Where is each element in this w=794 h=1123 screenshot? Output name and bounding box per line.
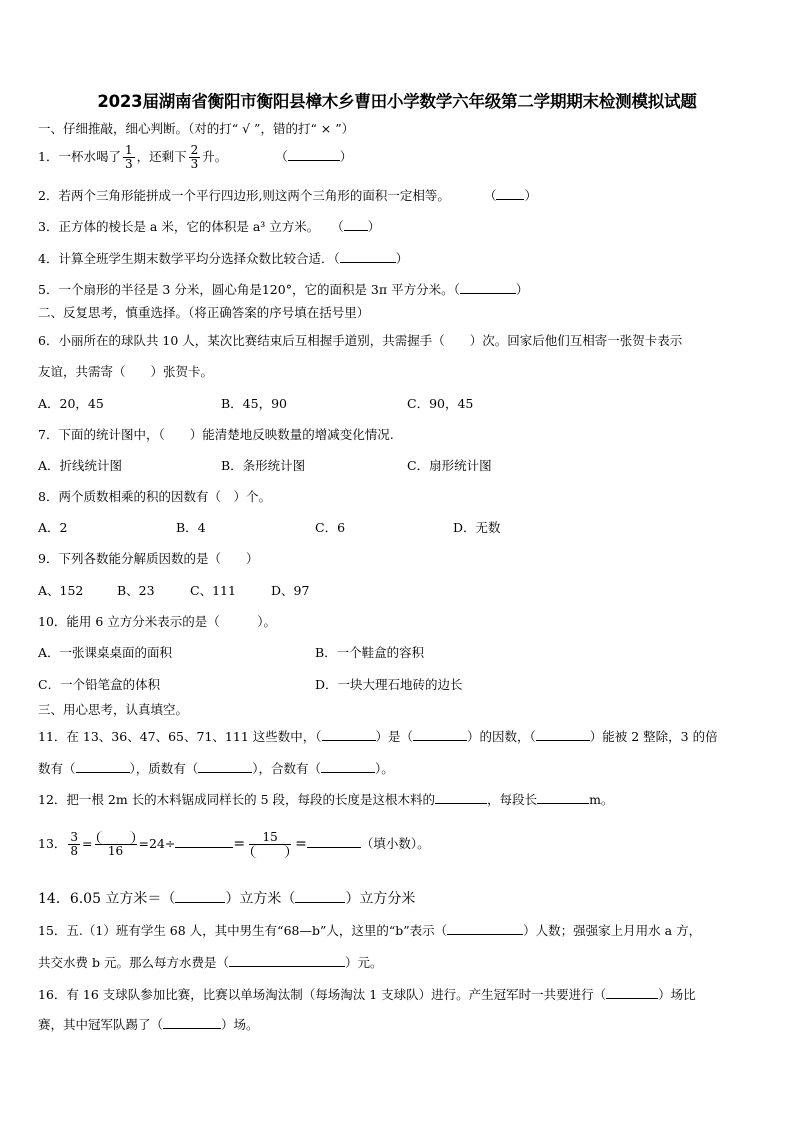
q16-blank-1[interactable] bbox=[606, 986, 658, 999]
q1-f1-numerator: 1 bbox=[124, 143, 133, 157]
q12-blank-1[interactable] bbox=[435, 791, 487, 804]
q10-option-c[interactable]: C．一个铅笔盒的体积 bbox=[38, 677, 161, 692]
q1-text-c: 升。 bbox=[202, 149, 228, 164]
q11-blank-4[interactable] bbox=[76, 760, 130, 773]
q11-text-e: 数有（ bbox=[38, 761, 76, 776]
q3-paren-open: （ bbox=[331, 219, 344, 234]
q13-f3-denominator-blank[interactable] bbox=[249, 845, 291, 859]
question-12 bbox=[38, 791, 613, 808]
question-13 bbox=[38, 822, 430, 866]
q3-answer-blank[interactable] bbox=[344, 218, 368, 231]
q11-text-c: ）的因数，（ bbox=[467, 729, 536, 744]
q3-text: 3．正方体的棱长是 a 米，它的体积是 a³ 立方米。 bbox=[38, 219, 320, 234]
q15-text-a: 15．五.（1）班有学生 68 人，其中男生有“68—b”人，这里的“b”表示（ bbox=[38, 923, 448, 938]
q15-blank-2[interactable] bbox=[229, 954, 345, 967]
q11-text-b: ）是（ bbox=[375, 729, 414, 744]
q13-label: 13． bbox=[38, 836, 67, 851]
q11-text-f: ），质数有（ bbox=[129, 761, 199, 776]
q16-text-a: 16．有 16 支球队参加比赛，比赛以单场淘汰制（每场淘汰 1 支球队）进行。产生冠军时一共要进行（ bbox=[38, 987, 607, 1002]
question-9: 9．下列各数能分解质因数的是（ ） bbox=[38, 551, 259, 566]
q10-option-a[interactable]: A．一张课桌桌面的面积 bbox=[38, 645, 173, 660]
q4-text: 4．计算全班学生期末数学平均分选择众数比较合适．（ bbox=[38, 251, 340, 266]
q11-blank-2[interactable] bbox=[413, 728, 467, 741]
q7-option-b[interactable]: B．条形统计图 bbox=[221, 458, 306, 473]
q14-text-c: ）立方分米 bbox=[345, 891, 416, 907]
q13-equals-3: = bbox=[295, 836, 307, 852]
q2-paren-open: （ bbox=[483, 188, 497, 203]
q14-text-a: 14．6.05 立方米＝（ bbox=[38, 891, 176, 907]
q13-fraction-2 bbox=[95, 831, 137, 858]
question-1 bbox=[38, 142, 352, 172]
q15-text-c: 共交水费 b 元。那么每方水费是（ bbox=[38, 955, 229, 970]
section-2-heading: 二、反复思考，慎重选择。（将正确答案的序号填在括号里） bbox=[38, 305, 370, 320]
q1-f1-denominator: 3 bbox=[124, 157, 133, 171]
question-8: 8．两个质数相乘的积的因数有（ ）个。 bbox=[38, 489, 271, 504]
question-7: 7．下面的统计图中，（ ）能清楚地反映数量的增减变化情况. bbox=[38, 427, 394, 442]
q6-option-c[interactable]: C．90，45 bbox=[407, 396, 474, 411]
q1-f2-numerator: 2 bbox=[190, 143, 199, 157]
q1-paren-close: ） bbox=[339, 149, 353, 164]
question-11-line-1 bbox=[38, 728, 718, 745]
question-2 bbox=[38, 187, 537, 204]
q12-text-b: ，每段长 bbox=[487, 792, 538, 807]
q5-text: 5．一个扇形的半径是 3 分米，圆心角是120°，它的面积是 3π 平方分米。（ bbox=[38, 282, 460, 297]
q1-f2-denominator: 3 bbox=[190, 157, 199, 171]
q13-f2-denominator: 16 bbox=[107, 844, 124, 858]
question-15-line-2 bbox=[38, 954, 382, 971]
q1-fraction-1 bbox=[123, 144, 135, 171]
q15-text-d: ）元。 bbox=[344, 955, 383, 970]
q16-text-b: ）场比 bbox=[658, 987, 696, 1002]
question-15-line-1 bbox=[38, 922, 701, 939]
q11-text-d: ）能被 2 整除，3 的倍 bbox=[589, 729, 718, 744]
q13-blank-1[interactable] bbox=[175, 835, 233, 848]
q13-equals-1: = bbox=[82, 836, 93, 851]
q4-answer-blank[interactable] bbox=[340, 250, 396, 263]
q8-option-c[interactable]: C．6 bbox=[315, 520, 346, 535]
q5-paren-close: ） bbox=[515, 282, 529, 297]
section-3-heading: 三、用心思考，认真填空。 bbox=[38, 702, 189, 717]
question-5 bbox=[38, 281, 528, 298]
question-4 bbox=[38, 250, 408, 267]
question-14 bbox=[38, 890, 415, 907]
q7-option-c[interactable]: C．扇形统计图 bbox=[407, 458, 492, 473]
q2-answer-blank[interactable] bbox=[496, 187, 524, 200]
q10-option-b[interactable]: B．一个鞋盒的容积 bbox=[315, 645, 425, 660]
q13-f3-numerator: 15 bbox=[249, 831, 291, 845]
q9-option-c[interactable]: C、111 bbox=[190, 583, 236, 598]
q16-text-d: ）场。 bbox=[221, 1017, 259, 1032]
q10-option-d[interactable]: D．一块大理石地砖的边长 bbox=[315, 677, 463, 692]
q11-blank-3[interactable] bbox=[536, 728, 590, 741]
q1-text-a: 1．一杯水喝了 bbox=[38, 149, 121, 164]
q8-option-a[interactable]: A．2 bbox=[38, 520, 68, 535]
q13-division: =24÷ bbox=[138, 836, 176, 851]
q13-f1-denominator: 8 bbox=[70, 844, 79, 858]
q16-text-c: 赛，其中冠军队踢了（ bbox=[38, 1017, 164, 1032]
q14-text-b: ）立方米（ bbox=[225, 891, 296, 907]
q1-paren-open: （ bbox=[275, 149, 288, 164]
q8-option-b[interactable]: B．4 bbox=[176, 520, 206, 535]
q14-blank-2[interactable] bbox=[295, 890, 345, 903]
q15-text-b: ）人数；强强家上月用水 a 方， bbox=[523, 923, 702, 938]
q13-f2-numerator-blank[interactable] bbox=[95, 831, 137, 845]
q8-option-d[interactable]: D．无数 bbox=[453, 520, 501, 535]
page-title: 2023届湖南省衡阳市衡阳县樟木乡曹田小学数学六年级第二学期期末检测模拟试题 bbox=[97, 92, 697, 111]
section-1-heading: 一、仔细推敲，细心判断。（对的打“ √ ”，错的打“ × ”） bbox=[38, 121, 355, 136]
q16-blank-2[interactable] bbox=[163, 1016, 221, 1029]
q11-text-g: ），合数有（ bbox=[252, 761, 322, 776]
q15-blank-1[interactable] bbox=[447, 922, 523, 935]
q13-blank-2[interactable] bbox=[307, 835, 361, 848]
q6-option-a[interactable]: A．20，45 bbox=[38, 396, 104, 411]
q9-option-b[interactable]: B、23 bbox=[117, 583, 155, 598]
question-10: 10．能用 6 立方分米表示的是（ ）。 bbox=[38, 614, 277, 629]
q12-text-a: 12．把一根 2m 长的木料锯成同样长的 5 段，每段的长度是这根木料的 bbox=[38, 792, 436, 807]
q4-paren-close: ） bbox=[395, 251, 409, 266]
q7-option-a[interactable]: A．折线统计图 bbox=[38, 458, 123, 473]
q11-blank-1[interactable] bbox=[322, 728, 376, 741]
q12-blank-2[interactable] bbox=[537, 791, 589, 804]
q11-blank-6[interactable] bbox=[321, 760, 375, 773]
q1-answer-blank[interactable] bbox=[288, 148, 340, 161]
q13-tail: （填小数）。 bbox=[360, 836, 430, 851]
question-16-line-1 bbox=[38, 986, 696, 1003]
q9-option-a[interactable]: A、152 bbox=[38, 583, 84, 598]
q6-option-b[interactable]: B．45，90 bbox=[221, 396, 287, 411]
q11-text-h: ）。 bbox=[375, 761, 394, 776]
q13-f1-numerator: 3 bbox=[70, 830, 79, 844]
q3-paren-close: ） bbox=[367, 219, 381, 234]
q9-option-d[interactable]: D、97 bbox=[271, 583, 310, 598]
q1-fraction-2 bbox=[189, 144, 201, 171]
question-6-line-1: 6．小丽所在的球队共 10 人，某次比赛结束后互相握手道别，共需握手（ ）次。回家后他们互相寄一张贺卡表示 bbox=[38, 333, 683, 348]
q11-text-a: 11．在 13、36、47、65、71、111 这些数中，（ bbox=[38, 729, 322, 744]
question-6-line-2: 友谊，共需寄（ ）张贺卡。 bbox=[38, 364, 214, 379]
q12-text-c: m。 bbox=[589, 792, 614, 807]
q11-blank-5[interactable] bbox=[198, 760, 252, 773]
q13-fraction-1 bbox=[68, 831, 80, 858]
q13-equals-2: = bbox=[233, 836, 246, 852]
q2-paren-close: ） bbox=[524, 188, 537, 203]
question-3 bbox=[38, 218, 380, 235]
q14-blank-1[interactable] bbox=[175, 890, 225, 903]
question-11-line-2 bbox=[38, 760, 394, 777]
q1-text-b: ，还剩下 bbox=[136, 149, 187, 164]
q5-answer-blank[interactable] bbox=[460, 281, 516, 294]
q13-fraction-3 bbox=[249, 831, 291, 859]
question-16-line-2 bbox=[38, 1016, 259, 1033]
q2-text: 2．若两个三角形能拼成一个平行四边形,则这两个三角形的面积一定相等。 bbox=[38, 188, 450, 203]
